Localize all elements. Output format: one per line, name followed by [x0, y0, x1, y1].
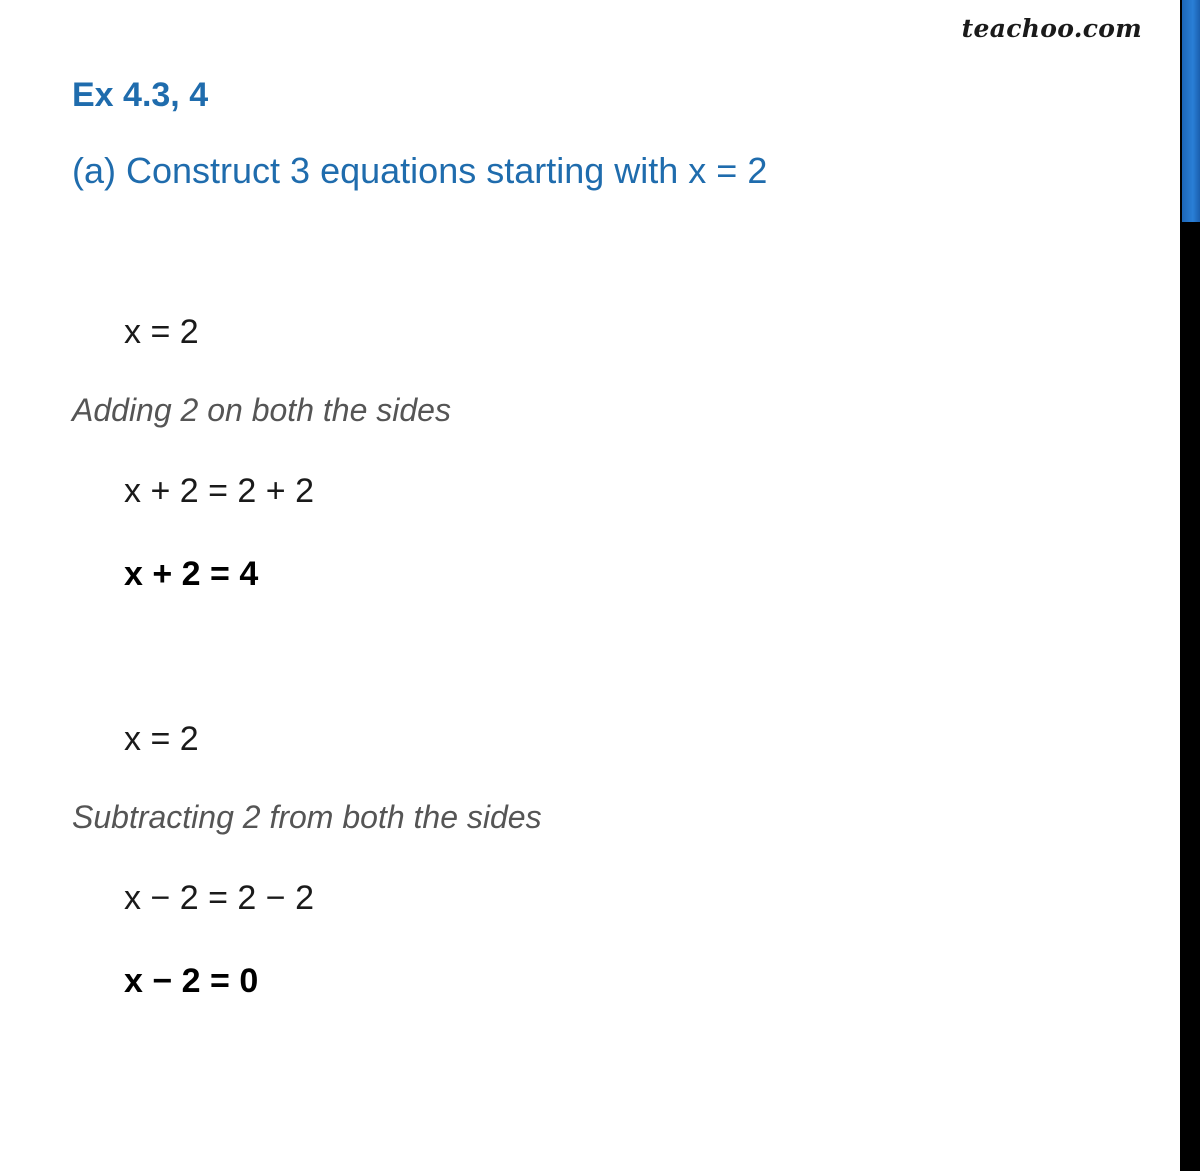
teachoo-logo: teachoo.com	[961, 14, 1142, 43]
equation-result-2: x − 2 = 0	[124, 962, 259, 1000]
equation-working-2: x − 2 = 2 − 2	[124, 879, 314, 917]
step-note-1: Adding 2 on both the sides	[72, 392, 451, 428]
equation-start-1: x = 2	[124, 313, 199, 351]
vertical-scrollbar[interactable]	[1180, 0, 1200, 1171]
equation-working-1: x + 2 = 2 + 2	[124, 472, 314, 510]
step-note-2: Subtracting 2 from both the sides	[72, 799, 542, 835]
equation-start-2: x = 2	[124, 720, 199, 758]
question-text: (a) Construct 3 equations starting with x = 2	[72, 150, 768, 191]
scrollbar-thumb[interactable]	[1182, 0, 1200, 222]
equation-result-1: x + 2 = 4	[124, 555, 259, 593]
exercise-title: Ex 4.3, 4	[72, 76, 209, 114]
